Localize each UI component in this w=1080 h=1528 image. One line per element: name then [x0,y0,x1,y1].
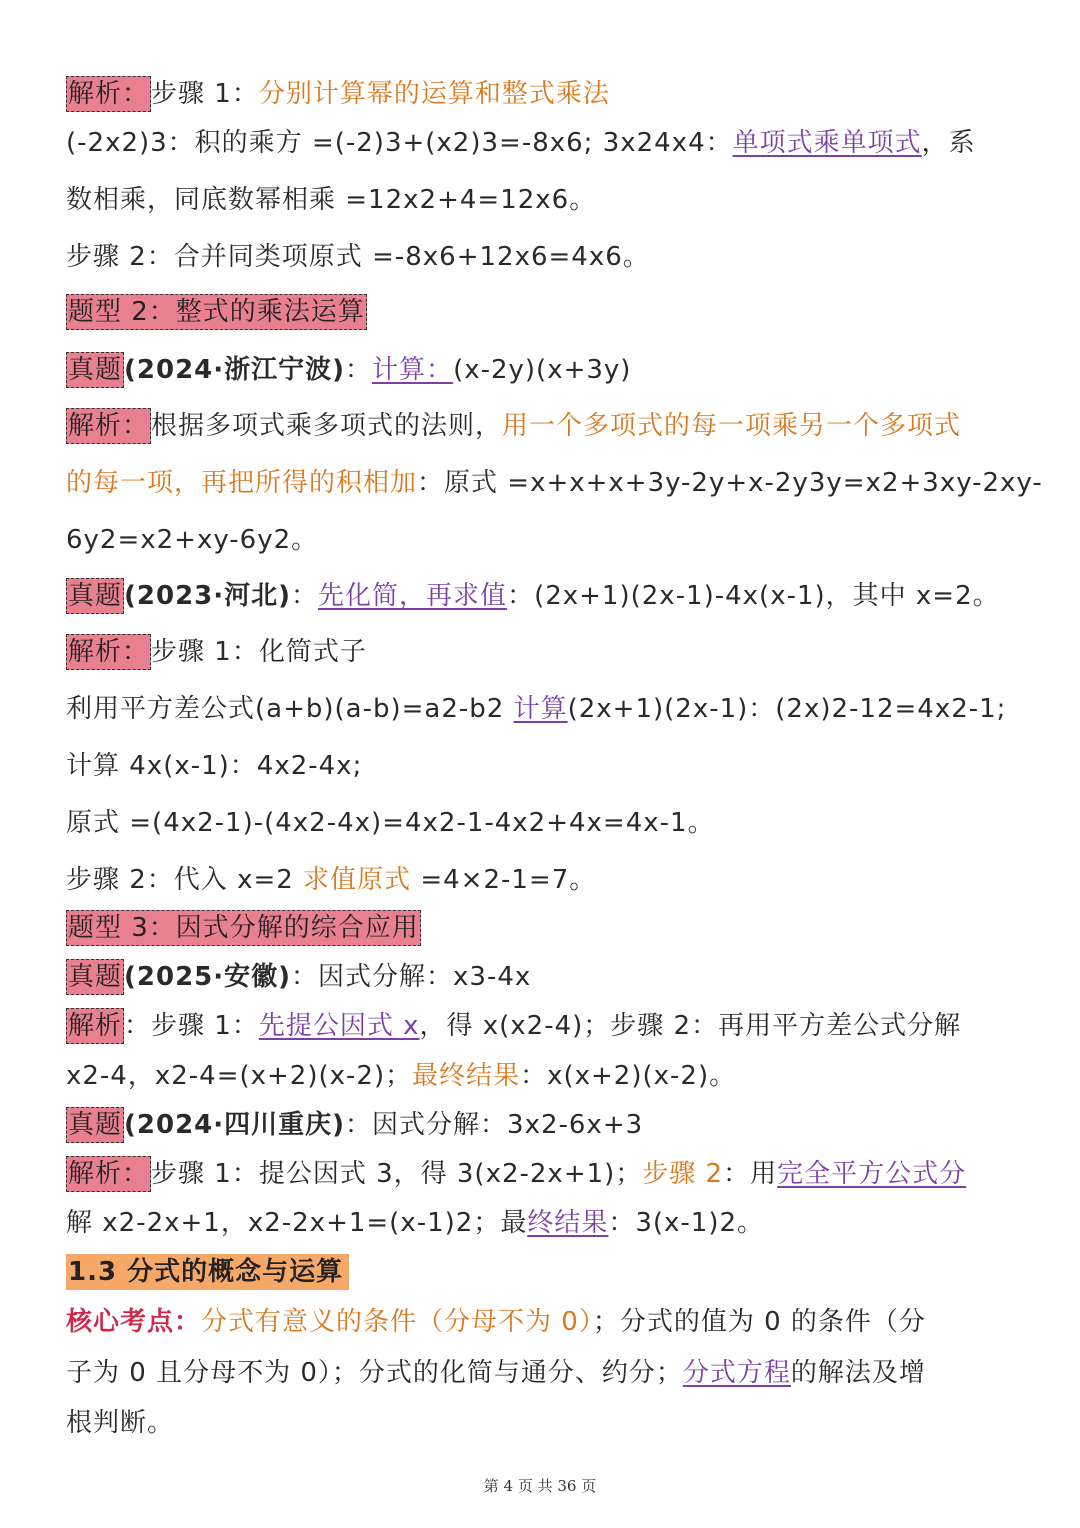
text-line [66,634,367,670]
highlight-link: 先提公因式 x [258,1011,420,1041]
label-tag: 真题 [66,1107,124,1143]
highlight-link: 完全平方公式分 [777,1159,967,1189]
text-segment: 步骤 1：提公因式 3，得 3(x2-2x+1)； [151,1159,643,1189]
text-line [66,1405,174,1441]
text-segment: (-2x2)3：积的乘方 =(-2)3+(x2)3=-8x6; 3x24x4： [66,128,733,158]
text-line [66,691,1006,727]
source-label: (2023·河北) [124,581,292,611]
text-segment: ：原式 =x+x+x+3y-2y+x-2y3y=x2+3xy-2xy- [417,468,1043,498]
text-segment: ；分式的值为 0 的条件（分 [592,1307,926,1337]
text-segment: 原式 =(4x2-1)-(4x2-4x)=4x2-1-4x2+4x=4x-1。 [66,808,715,838]
text-line [66,1058,736,1094]
text-segment: 步骤 2：代入 x=2 [66,865,304,895]
highlight-text: 求值原式 [303,865,412,895]
text-segment: 计算 4x(x-1)：4x2-4x; [66,751,363,781]
text-segment: 子为 0 且分母不为 0）；分式的化简与通分、约分； [66,1358,683,1388]
highlight-text: 分别计算幂的运算和整式乘法 [258,79,610,109]
label-tag: 解析： [66,408,151,444]
text-segment: ：x(x+2)(x-2)。 [520,1061,737,1091]
text-segment: 根判断。 [66,1408,175,1438]
label-tag: 解析 [66,1008,124,1044]
text-segment: 的解法及增 [790,1358,926,1388]
text-segment: ：因式分解：x3-4x [291,962,532,992]
text-segment: (x-2y)(x+3y) [453,355,632,385]
text-segment: x2-4，x2-4=(x+2)(x-2)； [66,1061,413,1091]
text-segment: ：(2x+1)(2x-1)-4x(x-1)，其中 x=2。 [507,581,1000,611]
text-segment: 步骤 1：化简式子 [151,637,367,667]
label-tag: 解析： [66,1156,151,1192]
text-segment: 利用平方差公式(a+b)(a-b)=a2-b2 [66,694,514,724]
text-line [66,1107,643,1143]
highlight-link: 分式方程 [682,1358,791,1388]
label-tag: 题型 2：整式的乘法运算 [66,294,367,330]
text-line [66,76,610,112]
section-heading: 1.3 分式的概念与运算 [66,1254,349,1290]
text-line [66,182,596,218]
label-tag: 真题 [66,352,124,388]
text-line [66,910,421,946]
highlight-link: 终结果 [527,1208,609,1238]
text-segment: ： [345,355,373,385]
text-segment: 步骤 1： [151,79,259,109]
text-segment: ：因式分解：3x2-6x+3 [345,1110,644,1140]
text-line [66,1156,966,1192]
highlight-text: 用一个多项式的每一项乘另一个多项式 [502,411,962,441]
text-line [66,748,362,784]
highlight-text: 分式有意义的条件（分母不为 0） [201,1307,593,1337]
text-segment: 根据多项式乘多项式的法则， [151,411,503,441]
text-line [66,239,650,275]
text-line [66,1008,961,1044]
text-segment: ：步骤 1： [124,1011,259,1041]
text-segment: ：用 [723,1159,778,1189]
text-line [66,125,976,161]
text-segment: ： [291,581,319,611]
text-line [66,959,531,995]
highlight-link: 计算： [372,355,454,385]
text-line [66,522,318,558]
label-tag: 真题 [66,959,124,995]
text-line [66,1304,926,1340]
highlight-text: 的每一项，再把所得的积相加 [66,468,418,498]
label-tag: 题型 3：因式分解的综合应用 [66,910,421,946]
text-line [66,1205,764,1241]
label-tag: 真题 [66,578,124,614]
text-segment: ，系 [921,128,976,158]
text-line [66,578,1000,614]
text-segment: =4×2-1=7。 [411,865,597,895]
label-tag: 解析： [66,634,151,670]
highlight-link: 先化简，再求值 [318,581,508,611]
text-segment: 步骤 2：合并同类项原式 =-8x6+12x6=4x6。 [66,242,650,272]
text-segment: ，得 x(x2-4)；步骤 2：再用平方差公式分解 [419,1011,962,1041]
page-footer: 第 4 页 共 36 页 [483,1477,597,1495]
text-line [66,352,631,388]
highlight-text: 最终结果 [412,1061,521,1091]
source-label: (2024·四川重庆) [124,1110,346,1140]
text-line [66,805,715,841]
source-label: (2024·浙江宁波) [124,355,346,385]
text-segment: 解 x2-2x+1，x2-2x+1=(x-1)2；最 [66,1208,528,1238]
text-segment: 6y2=x2+xy-6y2。 [66,525,319,555]
text-line [66,1254,349,1290]
text-segment: (2x+1)(2x-1)：(2x)2-12=4x2-1; [567,694,1007,724]
highlight-text: 步骤 2 [642,1159,724,1189]
label-tag: 解析： [66,76,151,112]
key-label: 核心考点： [66,1307,202,1337]
text-segment: ：3(x-1)2。 [608,1208,765,1238]
text-segment: 数相乘，同底数幂相乘 =12x2+4=12x6。 [66,185,597,215]
text-line [66,862,596,898]
text-line [66,1355,926,1391]
highlight-link: 计算 [513,694,568,724]
text-line [66,465,1043,501]
text-line [66,408,961,444]
highlight-link: 单项式乘单项式 [732,128,922,158]
source-label: (2025·安徽) [124,962,292,992]
text-line [66,294,367,330]
